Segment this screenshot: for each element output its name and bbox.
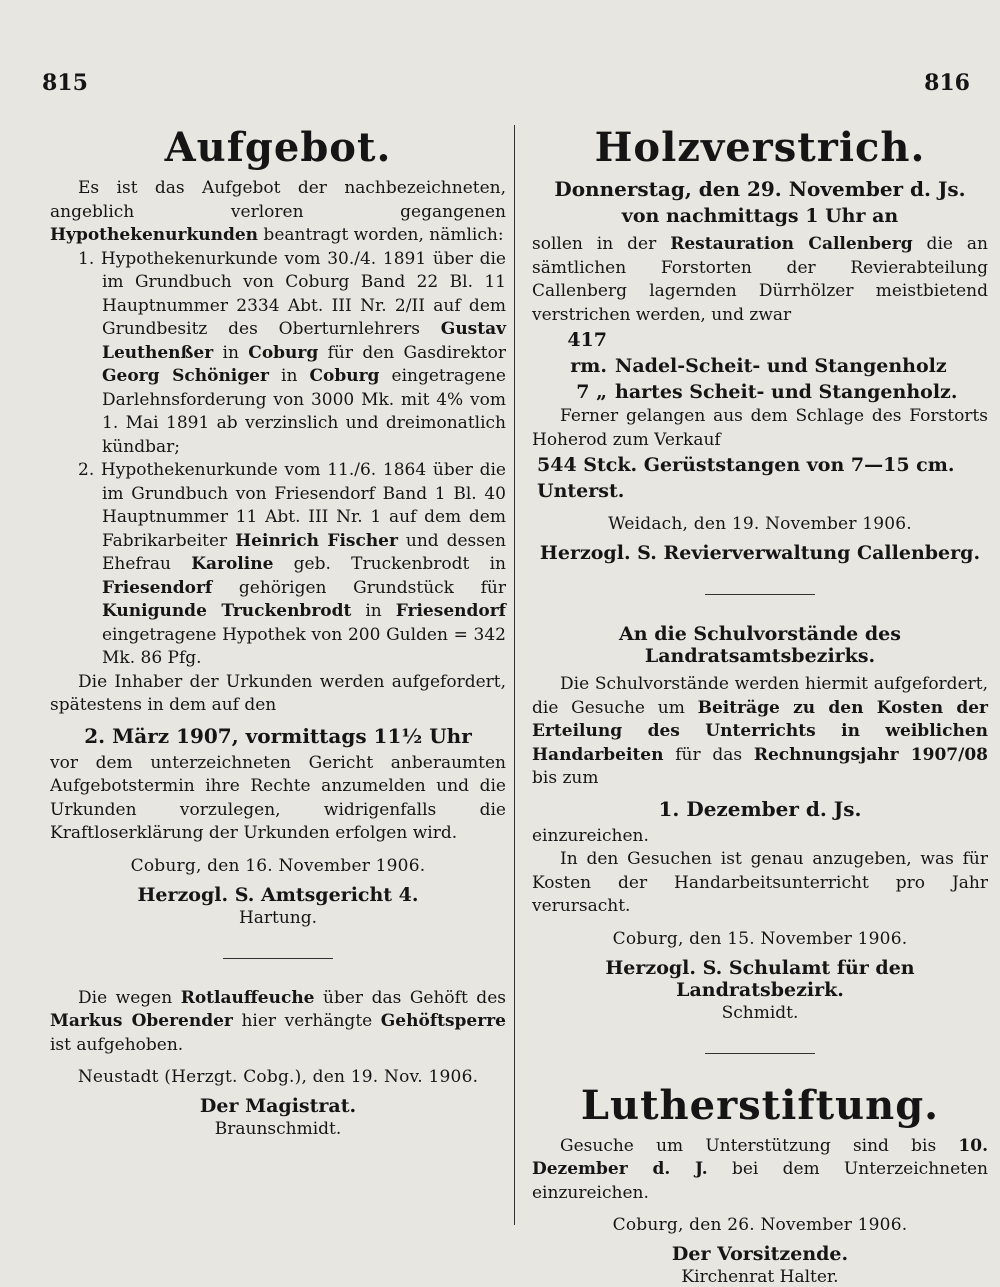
aufgebot-item-1: 1. Hypothekenurkunde vom 30./4. 1891 über die im Grundbuch von Coburg Band 22 Bl. 11 Hauptnummer 2334 Abt. III Nr. 2/II auf dem Grundbesitz des Oberturnlehrers Gustav Leuthenßer in Coburg für den Gasdirektor Georg Schöniger in Coburg eingetragene Darlehnsforderung von 3000 Mk. mit 4% vom 1. Mai 1891 ab verzinslich und dreimonatlich kündbar;	[78, 248, 506, 457]
section-rule	[223, 958, 333, 959]
section-rule	[705, 1053, 815, 1054]
aufgebot-signature: Herzogl. S. Amtsgericht 4.	[137, 883, 419, 906]
schul-date: 1. Dezember d. Js.	[658, 796, 862, 821]
holz-offer-1: 417 rm. Nadel-Scheit- und Stangenholz	[567, 329, 947, 377]
aufgebot-para-3: vor dem unterzeichneten Gericht anberaumten Aufgebotstermin ihre Rechte anzumelden und die Urkunden vorzulegen, widrigenfalls die Kraftloserklärung der Urkunden erfolgen wird.	[50, 752, 506, 843]
page-number-left: 815	[42, 70, 88, 96]
holz-text: sollen in der Restauration Callenberg die an sämtlichen Forstorten der Revierabteilung Callenberg lagernden Dürrhölzer meistbietend verstrichen werden, und zwar	[532, 234, 988, 325]
holz-signature: Herzogl. S. Revierverwaltung Callenberg.	[539, 542, 981, 564]
aufgebot-para-2: Die Inhaber der Urkunden werden aufgefordert, spätestens in dem auf den	[50, 671, 506, 715]
holz-text-2: Ferner gelangen aus dem Schlage des Forstorts Hoherod zum Verkauf	[532, 406, 988, 450]
aufgebot-title: Aufgebot.	[164, 124, 392, 171]
holz-date-2: von nachmittags 1 Uhr an	[621, 205, 899, 227]
schul-heading: An die Schulvorstände des Landratsamtsbezirks.	[619, 623, 901, 667]
schul-text-2: einzureichen.	[532, 825, 649, 846]
right-column	[532, 118, 988, 1287]
schul-text: Die Schulvorstände werden hiermit aufgefordert, die Gesuche um Beiträge zu den Kosten der Erteilung des Unterrichts in weiblichen Handarbeiten für das Rechnungsjahr 1907/08 bis zum	[532, 674, 988, 788]
schul-place-date: Coburg, den 15. November 1906.	[612, 928, 908, 949]
holz-place-date: Weidach, den 19. November 1906.	[608, 514, 912, 534]
aufgebot-place-date: Coburg, den 16. November 1906.	[130, 855, 426, 876]
rotlauf-text: Die wegen Rotlauffeuche über das Gehöft des Markus Oberender hier verhängte Gehöftsperre ist aufgehoben.	[50, 987, 506, 1055]
aufgebot-intro: Es ist das Aufgebot der nachbezeichneten, angeblich verloren gegangenen Hypothekenurkunden beantragt worden, nämlich:	[50, 178, 506, 245]
schul-text-3: In den Gesuchen ist genau anzugeben, was für Kosten der Handarbeitsunterricht pro Jahr verursacht.	[532, 849, 988, 916]
holz-offer-3: 544 Stck. Gerüststangen von 7—15 cm. Unterst.	[537, 454, 955, 502]
luther-place-date: Coburg, den 26. November 1906.	[612, 1215, 908, 1235]
aufgebot-date: 2. März 1907, vormittags 11½ Uhr	[84, 723, 472, 748]
left-column	[50, 118, 506, 1139]
aufgebot-item-2: 2. Hypothekenurkunde vom 11./6. 1864 über die im Grundbuch von Friesendorf Band 1 Bl. 40 Hauptnummer 11 Abt. III Nr. 1 auf dem dem Fabrikarbeiter Heinrich Fischer und dessen Ehefrau Karoline geb. Truckenbrodt in Friesendorf gehörigen Grundstück für Kunigunde Truckenbrodt in Friesendorf eingetragene Hypothek von 200 Gulden = 342 Mk. 86 Pfg.	[78, 460, 507, 668]
holz-title: Holzverstrich.	[594, 124, 926, 171]
luther-name: Kirchenrat Halter.	[681, 1267, 839, 1287]
section-rule	[705, 594, 815, 595]
rotlauf-place-date: Neustadt (Herzgt. Cobg.), den 19. Nov. 1906.	[77, 1067, 479, 1087]
holz-date-1: Donnerstag, den 29. November d. Js.	[554, 177, 966, 201]
aufgebot-name: Hartung.	[238, 907, 318, 928]
rotlauf-name: Braunschmidt.	[214, 1119, 342, 1139]
column-divider	[514, 125, 515, 1225]
schul-name: Schmidt.	[721, 1002, 799, 1023]
page-number-right: 816	[924, 70, 970, 96]
holz-offer-2: 7 „ hartes Scheit- und Stangenholz.	[576, 381, 958, 403]
luther-title: Lutherstiftung.	[580, 1081, 940, 1129]
luther-text: Gesuche um Unterstützung sind bis 10. Dezember d. J. bei dem Unterzeichneten einzureichen.	[532, 1135, 988, 1203]
schul-signature: Herzogl. S. Schulamt für den Landratsbezirk.	[605, 956, 915, 1001]
rotlauf-signature: Der Magistrat.	[199, 1095, 357, 1117]
luther-signature: Der Vorsitzende.	[671, 1243, 849, 1265]
